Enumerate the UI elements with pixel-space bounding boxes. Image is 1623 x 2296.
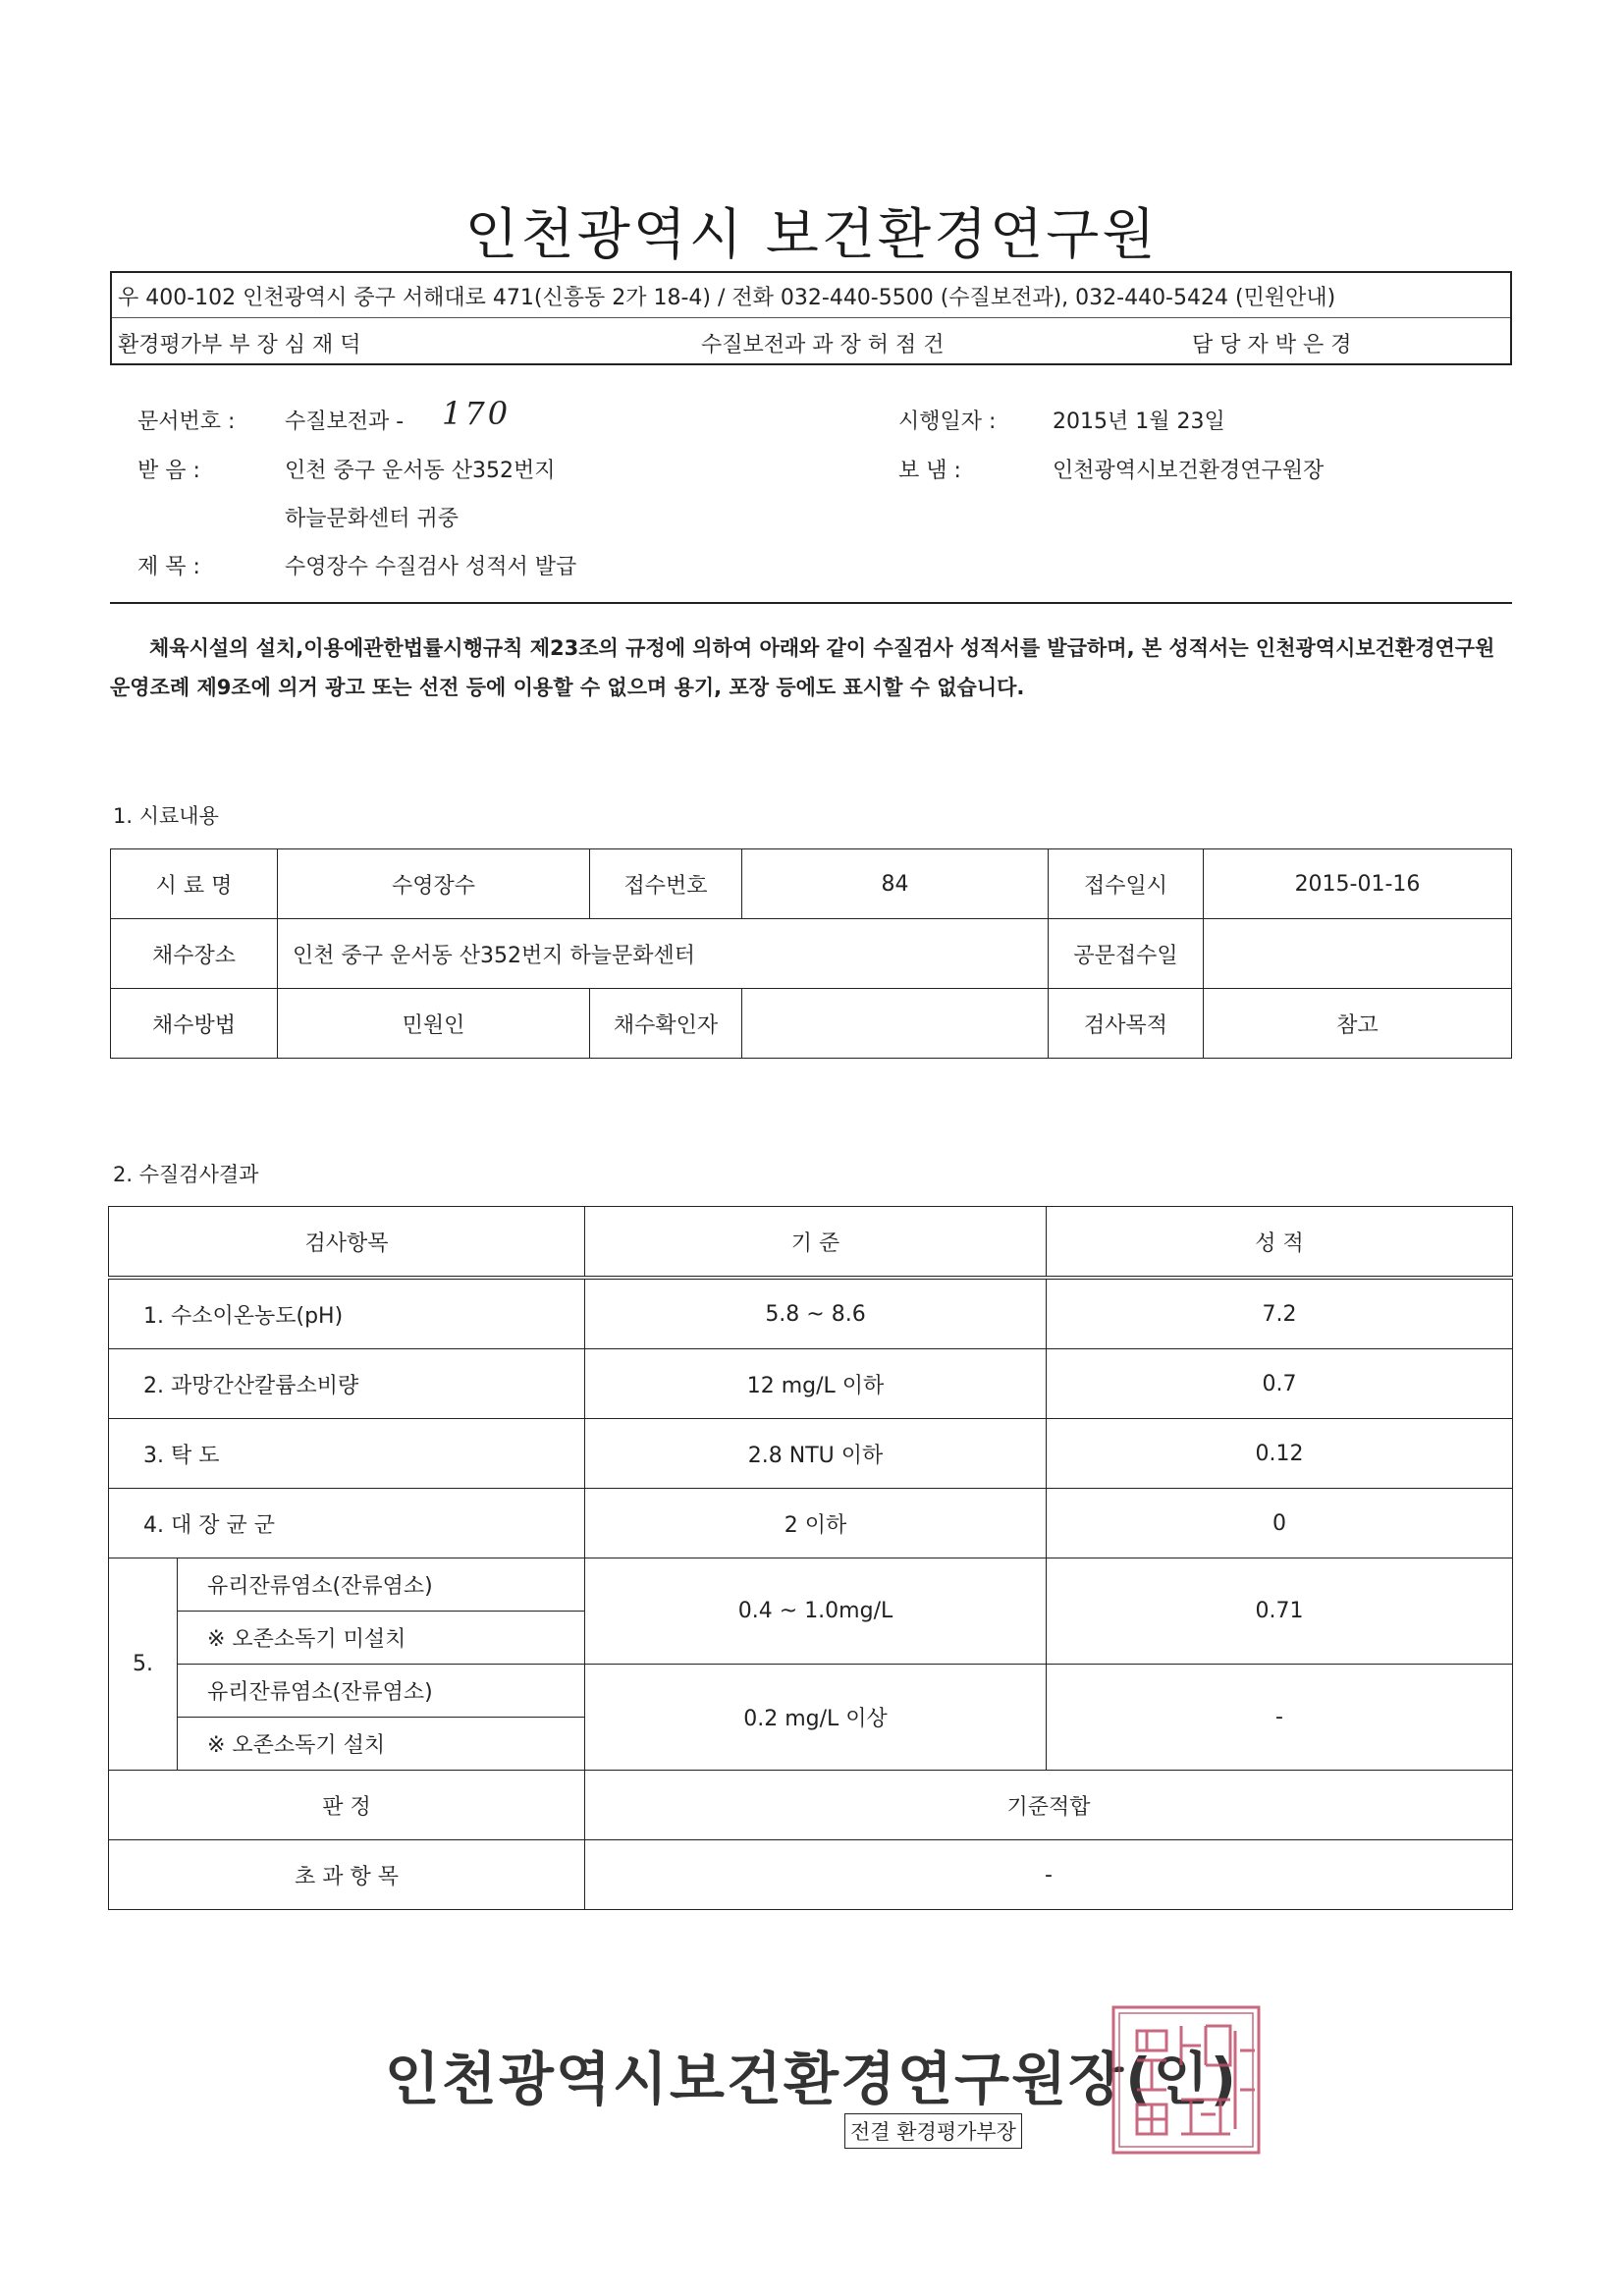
row-standard: 5.8 ~ 8.6: [585, 1278, 1047, 1349]
receipt-no-value: 84: [742, 849, 1049, 919]
row-item: 2. 과망간산칼륨소비량: [109, 1349, 585, 1419]
row5b-note: ※ 오존소독기 설치: [178, 1718, 585, 1771]
row5a-item: 유리잔류염소(잔류염소): [178, 1558, 585, 1612]
date-label: 시행일자 :: [898, 410, 997, 434]
receipt-no-label: 접수번호: [590, 849, 742, 919]
sample-name-label: 시 료 명: [111, 849, 278, 919]
row5b-item: 유리잔류염소(잔류염소): [178, 1665, 585, 1718]
header-info-box: [110, 271, 1512, 365]
confirmer-label: 채수확인자: [590, 989, 742, 1059]
table-row: [111, 919, 1512, 989]
table-row: [111, 849, 1512, 919]
official-seal-icon: [1108, 2001, 1265, 2159]
staff-department-head: 환경평가부 부 장 심 재 덕: [118, 333, 361, 357]
results-table: [108, 1206, 1513, 1910]
receipt-date-label: 접수일시: [1049, 849, 1204, 919]
doc-no-value: 수질보전과 -: [285, 410, 405, 434]
sender-value: 인천광역시보건환경연구원장: [1053, 459, 1325, 483]
address-line: 우 400-102 인천광역시 중구 서해대로 471(신흥동 2가 18-4) / 전화 032-440-5500 (수질보전과), 032-440-5424 (민원안내): [118, 286, 1336, 310]
header-standard: 기 준: [585, 1207, 1047, 1279]
table-row: [109, 1419, 1513, 1489]
table-row: [109, 1558, 1513, 1612]
table-row: [109, 1278, 1513, 1349]
row-standard: 2.8 NTU 이하: [585, 1419, 1047, 1489]
sample-name-value: 수영장수: [278, 849, 590, 919]
divider: [112, 317, 1510, 318]
row5b-standard: 0.2 mg/L 이상: [585, 1665, 1047, 1771]
row-result: 0.12: [1047, 1419, 1513, 1489]
purpose-value: 참고: [1204, 989, 1512, 1059]
row5-number: 5.: [109, 1558, 178, 1771]
confirmer-value: [742, 989, 1049, 1059]
row5b-result: -: [1047, 1665, 1513, 1771]
subject-label: 제 목 :: [137, 555, 200, 579]
table-row: [109, 1349, 1513, 1419]
table-row: [109, 1489, 1513, 1558]
receipt-date-value: 2015-01-16: [1204, 849, 1512, 919]
header-result: 성 적: [1047, 1207, 1513, 1279]
table-header-row: [109, 1207, 1513, 1279]
location-label: 채수장소: [111, 919, 278, 989]
row-standard: 12 mg/L 이하: [585, 1349, 1047, 1419]
row-standard: 2 이하: [585, 1489, 1047, 1558]
issuer-name: 인천광역시보건환경연구원장(인): [384, 2046, 1239, 2112]
section-title-sample: 1. 시료내용: [113, 804, 219, 828]
location-value: 인천 중구 운서동 산352번지 하늘문화센터: [278, 919, 1049, 989]
official-date-value: [1204, 919, 1512, 989]
delegation-box: 전결 환경평가부장: [844, 2113, 1022, 2149]
official-date-label: 공문접수일: [1049, 919, 1204, 989]
table-row: [109, 1771, 1513, 1840]
row-item: 3. 탁 도: [109, 1419, 585, 1489]
row-result: 7.2: [1047, 1278, 1513, 1349]
row5a-note: ※ 오존소독기 미설치: [178, 1612, 585, 1665]
table-row: [109, 1840, 1513, 1910]
judgment-value: 기준적합: [585, 1771, 1513, 1840]
sender-label: 보 냄 :: [898, 459, 961, 483]
row5a-result: 0.71: [1047, 1558, 1513, 1665]
exceed-value: -: [585, 1840, 1513, 1910]
table-row: [109, 1665, 1513, 1718]
staff-person-in-charge: 담 당 자 박 은 경: [1192, 333, 1352, 357]
recipient-line2: 하늘문화센터 귀중: [285, 507, 460, 531]
method-value: 민원인: [278, 989, 590, 1059]
doc-no-label: 문서번호 :: [137, 410, 236, 434]
row-result: 0.7: [1047, 1349, 1513, 1419]
header-item: 검사항목: [109, 1207, 585, 1279]
doc-no-handwritten: 170: [442, 395, 512, 432]
sample-table: [110, 848, 1512, 1059]
judgment-label: 판 정: [109, 1771, 585, 1840]
table-row: [111, 989, 1512, 1059]
row5a-standard: 0.4 ~ 1.0mg/L: [585, 1558, 1047, 1665]
row-result: 0: [1047, 1489, 1513, 1558]
date-value: 2015년 1월 23일: [1053, 410, 1225, 434]
row-item: 4. 대 장 균 군: [109, 1489, 585, 1558]
document-title: 인천광역시 보건환경연구원: [464, 203, 1159, 267]
recipient-line1: 인천 중구 운서동 산352번지: [285, 459, 556, 483]
exceed-label: 초 과 항 목: [109, 1840, 585, 1910]
row-item: 1. 수소이온농도(pH): [109, 1278, 585, 1349]
recipient-label: 받 음 :: [137, 459, 200, 483]
subject-value: 수영장수 수질검사 성적서 발급: [285, 555, 577, 579]
divider: [110, 602, 1512, 604]
staff-section-head: 수질보전과 과 장 허 점 건: [701, 333, 945, 357]
section-title-results: 2. 수질검사결과: [113, 1163, 259, 1186]
notice-paragraph: 체육시설의 설치,이용에관한법률시행규칙 제23조의 규정에 의하여 아래와 같이 수질검사 성적서를 발급하며, 본 성적서는 인천광역시보건환경연구원운영조례 제9조에 의거 광고 또는 선전 등에 이용할 수 없으며 용기, 포장 등에도 표시할 수 없습니다.: [110, 636, 1495, 699]
method-label: 채수방법: [111, 989, 278, 1059]
purpose-label: 검사목적: [1049, 989, 1204, 1059]
